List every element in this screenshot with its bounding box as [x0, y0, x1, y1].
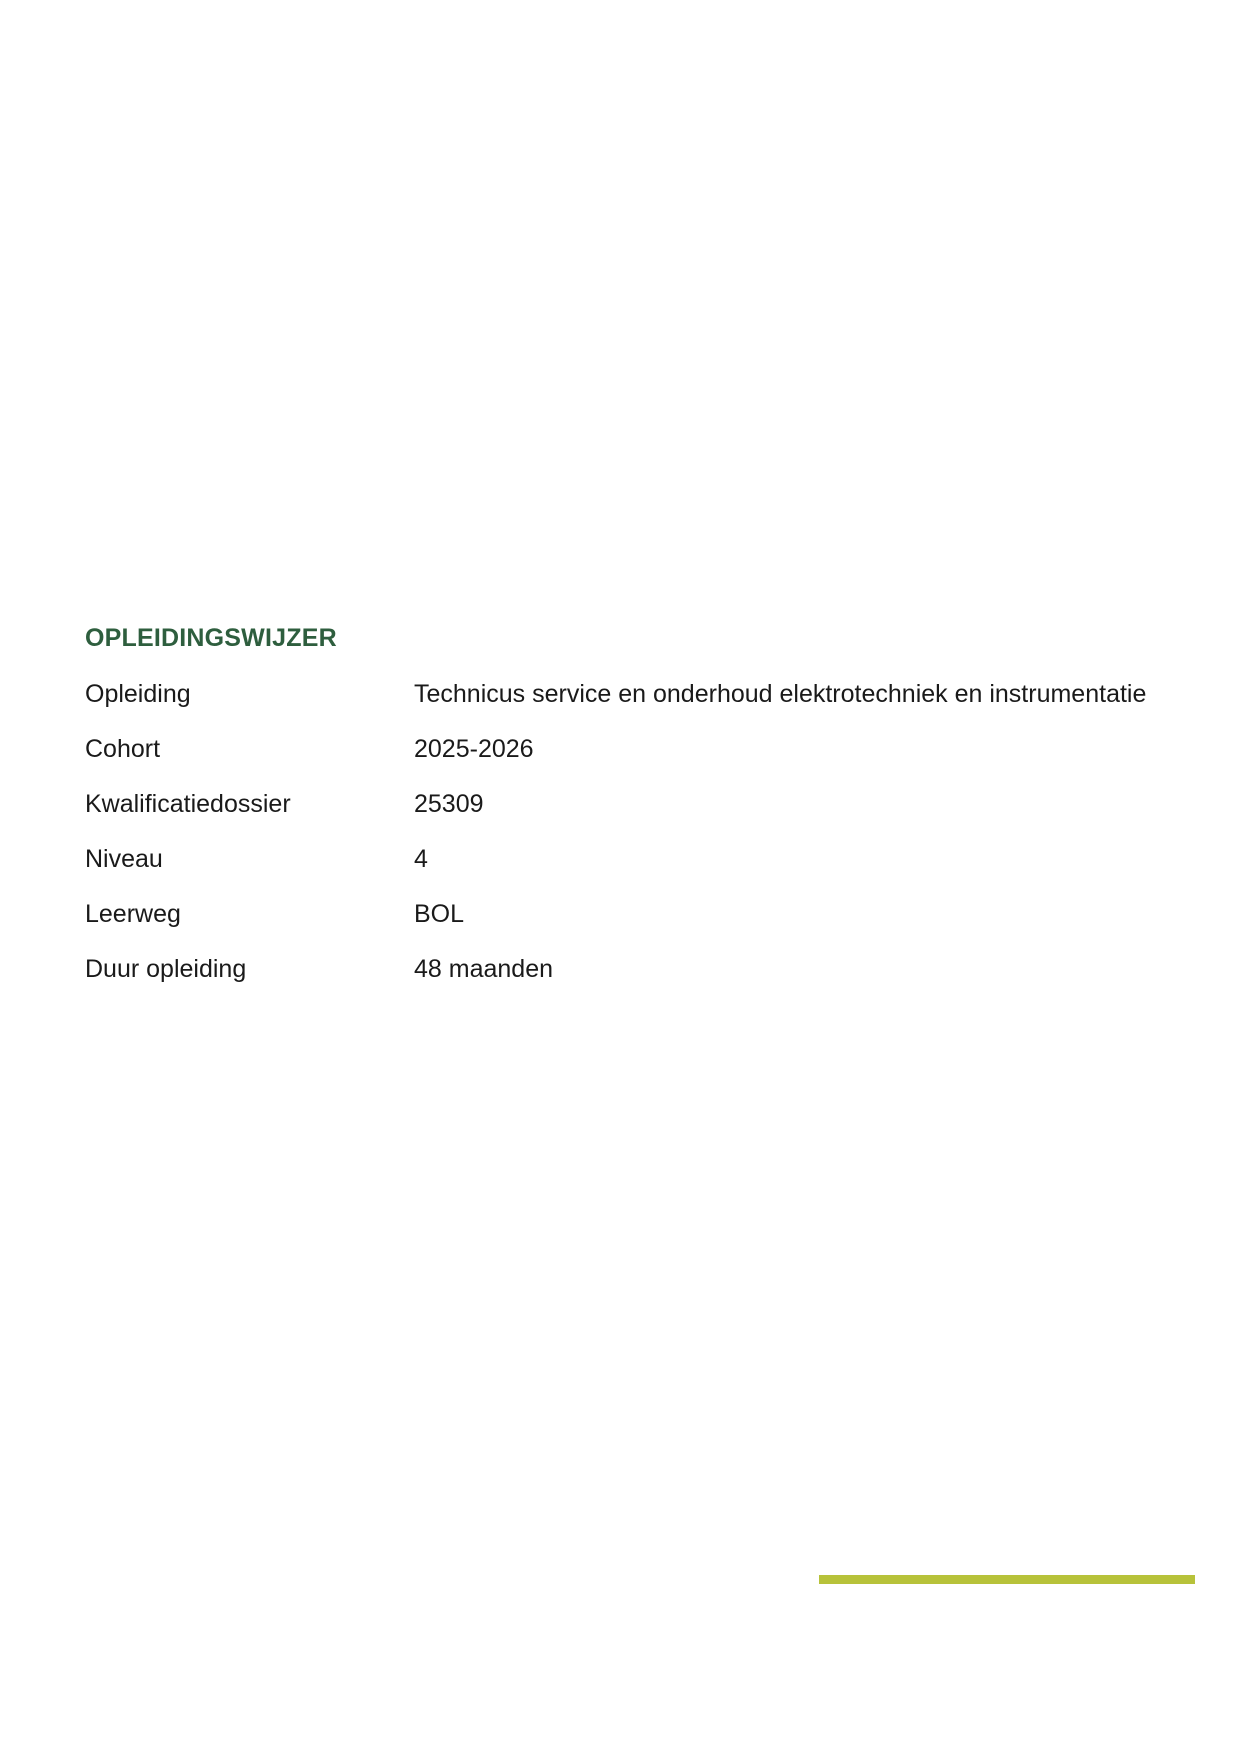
table-row: [85, 896, 1146, 951]
table-row: [85, 786, 1146, 841]
table-row: [85, 676, 1146, 731]
row-value-opleiding: Technicus service en onderhoud elektrotechniek en instrumentatie: [414, 680, 1147, 708]
table-row: [85, 731, 1146, 786]
row-value-kwalificatiedossier: 25309: [414, 790, 484, 818]
table-row: [85, 841, 1146, 896]
row-value-leerweg: BOL: [414, 900, 465, 928]
row-label-cohort: Cohort: [85, 735, 161, 763]
row-label-duur-opleiding: Duur opleiding: [85, 955, 247, 983]
accent-bar-divider: [819, 1575, 1195, 1584]
row-value-duur-opleiding: 48 maanden: [414, 955, 554, 983]
row-label-leerweg: Leerweg: [85, 900, 181, 928]
row-value-niveau: 4: [414, 845, 428, 873]
row-value-cohort: 2025-2026: [414, 735, 534, 763]
course-info-table: [85, 676, 1146, 1006]
section-title: OPLEIDINGSWIJZER: [85, 624, 337, 652]
opleidingswijzer-section: [85, 620, 1165, 1006]
row-label-niveau: Niveau: [85, 845, 163, 873]
table-row: [85, 951, 1146, 1006]
row-label-kwalificatiedossier: Kwalificatiedossier: [85, 790, 291, 818]
row-label-opleiding: Opleiding: [85, 680, 191, 708]
